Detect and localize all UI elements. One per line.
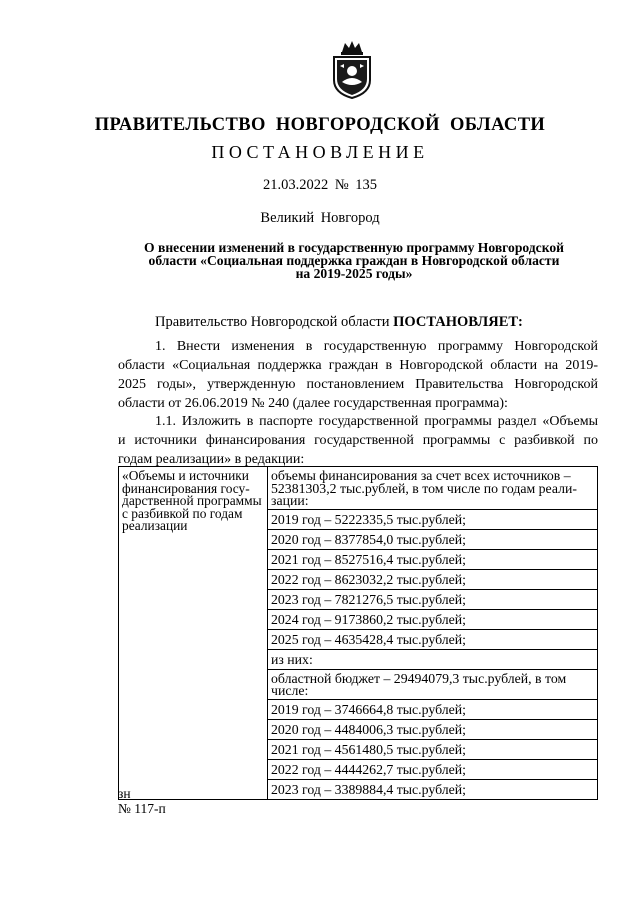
- table-value-cell: [268, 467, 598, 800]
- paragraph-line: годам реализации» в редакции:: [118, 452, 305, 467]
- year-line: 2021 год – 8527516,4 тыс.рублей;: [268, 550, 597, 570]
- label-line: «Объемы и источники: [122, 468, 249, 483]
- subject-line: на 2019-2025 годы»: [295, 266, 413, 281]
- document-subject: [120, 241, 588, 280]
- year-line: 2020 год – 8377854,0 тыс.рублей;: [268, 530, 597, 550]
- paragraph-1: [118, 337, 598, 413]
- resolves-prefix: Правительство Новгородской области: [155, 314, 394, 330]
- intro-line: объемы финансирования за счет всех источников –: [271, 468, 571, 483]
- label-line: финансирования госу-: [122, 480, 250, 496]
- year-line: 2022 год – 8623032,2 тыс.рублей;: [268, 570, 597, 590]
- intro-line: зации:: [271, 493, 309, 508]
- table-label-cell: [119, 467, 268, 800]
- regional-year-line: 2020 год – 4484006,3 тыс.рублей;: [268, 720, 597, 740]
- regional-year-line: 2023 год – 3389884,4 тыс.рублей;: [271, 781, 466, 797]
- year-line: 2024 год – 9173860,2 тыс.рублей;: [268, 610, 597, 630]
- total-financing-intro: [268, 467, 597, 510]
- document-type: ПОСТАНОВЛЕНИЕ: [211, 142, 429, 162]
- government-title: ПРАВИТЕЛЬСТВО НОВГОРОДСКОЙ ОБЛАСТИ: [94, 115, 546, 135]
- intro-line: 52381303,2 тыс.рублей, в том числе по годам реали-: [271, 480, 577, 496]
- document-footer: [118, 786, 166, 816]
- footer-initials: зн: [118, 786, 131, 801]
- intro-line: числе:: [271, 683, 309, 698]
- year-line: 2023 год – 7821276,5 тыс.рублей;: [268, 590, 597, 610]
- label-line: реализации: [122, 518, 188, 533]
- regional-budget-intro: [268, 670, 597, 700]
- paragraph-line: 1. Внести изменения в государственную программу Новгородской: [155, 339, 598, 354]
- table-row: [119, 467, 598, 800]
- of-them-line: из них:: [268, 650, 597, 670]
- footer-number: № 117-п: [118, 801, 166, 816]
- resolves-line: [155, 314, 523, 331]
- paragraph-line: 1.1. Изложить в паспорте государственной программы раздел «Объемы: [155, 414, 598, 429]
- emblem-graphic: [330, 38, 374, 100]
- year-line: 2025 год – 4635428,4 тыс.рублей;: [268, 630, 597, 650]
- city: Великий Новгород: [260, 210, 380, 226]
- paragraph-line: и источники финансирования государственной программы с разбивкой по: [118, 433, 598, 448]
- subject-line: области «Социальная поддержка граждан в Новгородской области: [148, 253, 560, 268]
- label-line: дарственной программы: [122, 493, 262, 508]
- paragraph-line: 2025 годы», утвержденную постановлением Правительства Новгородской: [118, 377, 598, 392]
- label-line: с разбивкой по годам: [122, 505, 243, 521]
- year-line: 2019 год – 5222335,5 тыс.рублей;: [268, 510, 597, 530]
- paragraph-1-1: [118, 412, 598, 469]
- regional-year-line: 2019 год – 3746664,8 тыс.рублей;: [268, 700, 597, 720]
- paragraph-line: области «Социальная поддержка граждан в Новгородской области на 2019-: [118, 358, 598, 373]
- intro-line: областной бюджет – 29494079,3 тыс.рублей, в том: [271, 670, 567, 686]
- regional-year-line: 2021 год – 4561480,5 тыс.рублей;: [268, 740, 597, 760]
- date-and-number: 21.03.2022 № 135: [262, 177, 378, 193]
- financing-table: [118, 466, 598, 800]
- regional-year-line: 2022 год – 4444262,7 тыс.рублей;: [268, 760, 597, 780]
- coat-of-arms-emblem: [330, 38, 374, 100]
- subject-line: О внесении изменений в государственную программу Новгородской: [144, 240, 564, 255]
- resolves-keyword: ПОСТАНОВЛЯЕТ:: [393, 314, 523, 330]
- paragraph-line: области от 26.06.2019 № 240 (далее государственная программа):: [118, 396, 508, 411]
